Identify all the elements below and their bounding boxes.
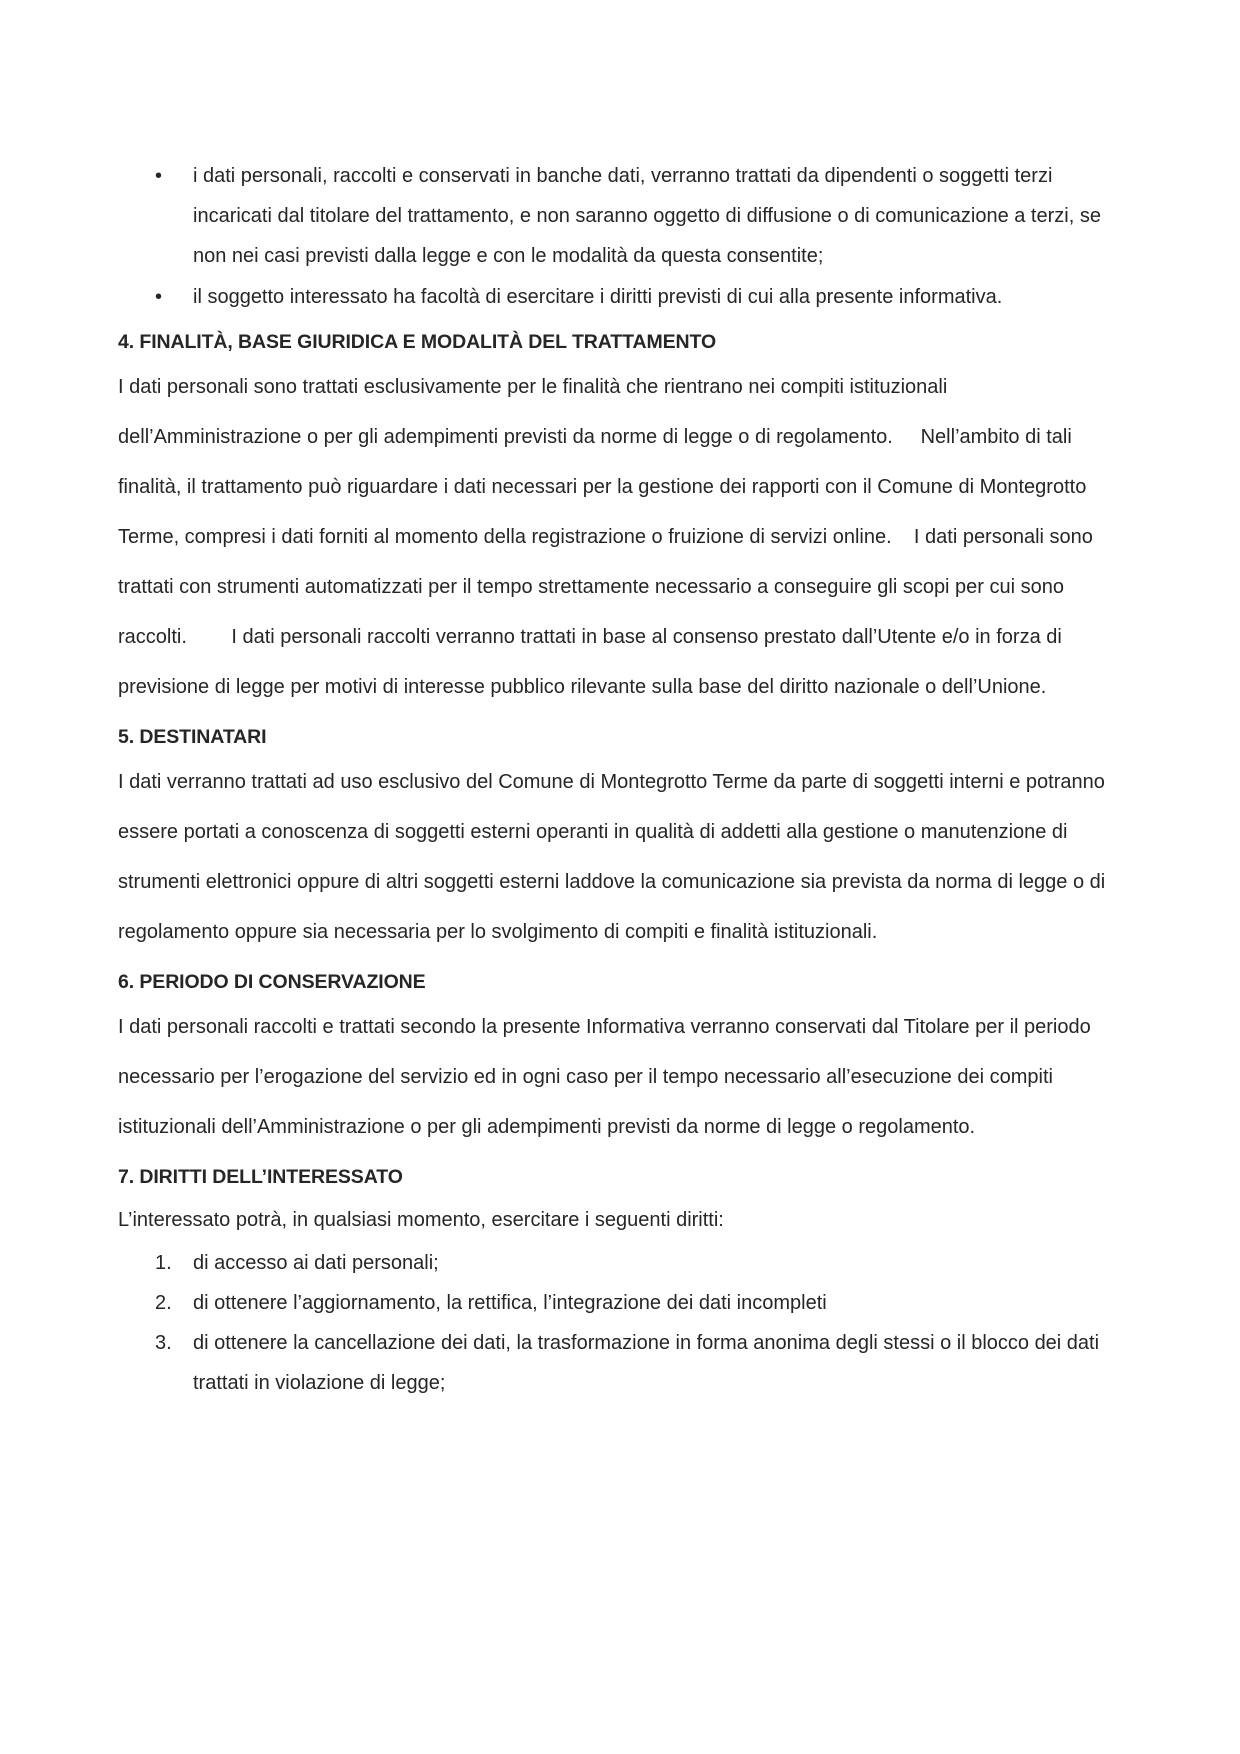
rights-list — [118, 1243, 1128, 1403]
bullet-icon: • — [155, 165, 163, 187]
list-number: 1. — [155, 1252, 172, 1274]
section-4-heading: 4. FINALITÀ, BASE GIURIDICA E MODALITÀ DEL TRATTAMENTO — [118, 331, 717, 353]
list-text: di ottenere l’aggiornamento, la rettifica, l’integrazione dei dati incompleti — [193, 1292, 827, 1314]
section-6-paragraph: I dati personali raccolti e trattati secondo la presente Informativa verranno conservati dal Titolare per il periodo necessario per l’erogazione del servizio ed in ogni caso per il tempo necessario all’esecuzione dei compiti istituzionali dell’Amministrazione o per gli adempimenti previsti da norme di legge o regolamento. — [118, 1016, 1091, 1138]
bullet-text: il soggetto interessato ha facoltà di esercitare i diritti previsti di cui alla presente informativa. — [193, 286, 1003, 308]
section-5-paragraph: I dati verranno trattati ad uso esclusivo del Comune di Montegrotto Terme da parte di soggetti interni e potranno essere portati a conoscenza di soggetti esterni operanti in qualità di addetti alla gestione o manutenzione di strumenti elettronici oppure di altri soggetti esterni laddove la comunicazione sia prevista da norma di legge o di regolamento oppure sia necessaria per lo svolgimento di compiti e finalità istituzionali. — [118, 771, 1106, 943]
section-5-heading: 5. DESTINATARI — [118, 726, 267, 748]
list-text: di ottenere la cancellazione dei dati, la trasformazione in forma anonima degli stessi o il blocco dei dati trattati in violazione di legge; — [193, 1332, 1100, 1394]
section-7-intro: L’interessato potrà, in qualsiasi momento, esercitare i seguenti diritti: — [118, 1209, 724, 1231]
section-4-paragraph: I dati personali sono trattati esclusivamente per le finalità che rientrano nei compiti istituzionali dell’Amministrazione o per gli adempimenti previsti da norme di legge o di regolamento. Nell’ambito di tali finalità, il trattamento può riguardare i dati necessari per la gestione dei rapporti con il Comune di Montegrotto Terme, compresi i dati forniti al momento della registrazione o fruizione di servizi online. I dati personali sono trattati con strumenti automatizzati per il tempo strettamente necessario a conseguire gli scopi per cui sono raccolti. I dati personali raccolti verranno trattati in base al consenso prestato dall’Utente e/o in forza di previsione di legge per motivi di interesse pubblico rilevante sulla base del diritto nazionale o dell’Unione. — [118, 376, 1099, 698]
section-7-heading: 7. DIRITTI DELL’INTERESSATO — [118, 1166, 403, 1188]
bullet-icon: • — [155, 286, 163, 308]
bullet-text: i dati personali, raccolti e conservati in banche dati, verranno trattati da dipendenti o soggetti terzi incaricati dal titolare del trattamento, e non saranno oggetto di diffusione o di comunicazione a terzi, se non nei casi previsti dalla legge e con le modalità da questa consentite; — [193, 165, 1101, 267]
list-item — [118, 1323, 1128, 1403]
list-item — [118, 1243, 1128, 1283]
document-content — [118, 156, 1128, 1403]
list-number: 3. — [155, 1332, 172, 1354]
bullet-list — [118, 156, 1128, 317]
list-item — [118, 1283, 1128, 1323]
list-text: di accesso ai dati personali; — [193, 1252, 439, 1274]
list-item — [118, 156, 1128, 276]
list-item — [118, 277, 1128, 317]
list-number: 2. — [155, 1292, 172, 1314]
section-6-heading: 6. PERIODO DI CONSERVAZIONE — [118, 971, 426, 993]
